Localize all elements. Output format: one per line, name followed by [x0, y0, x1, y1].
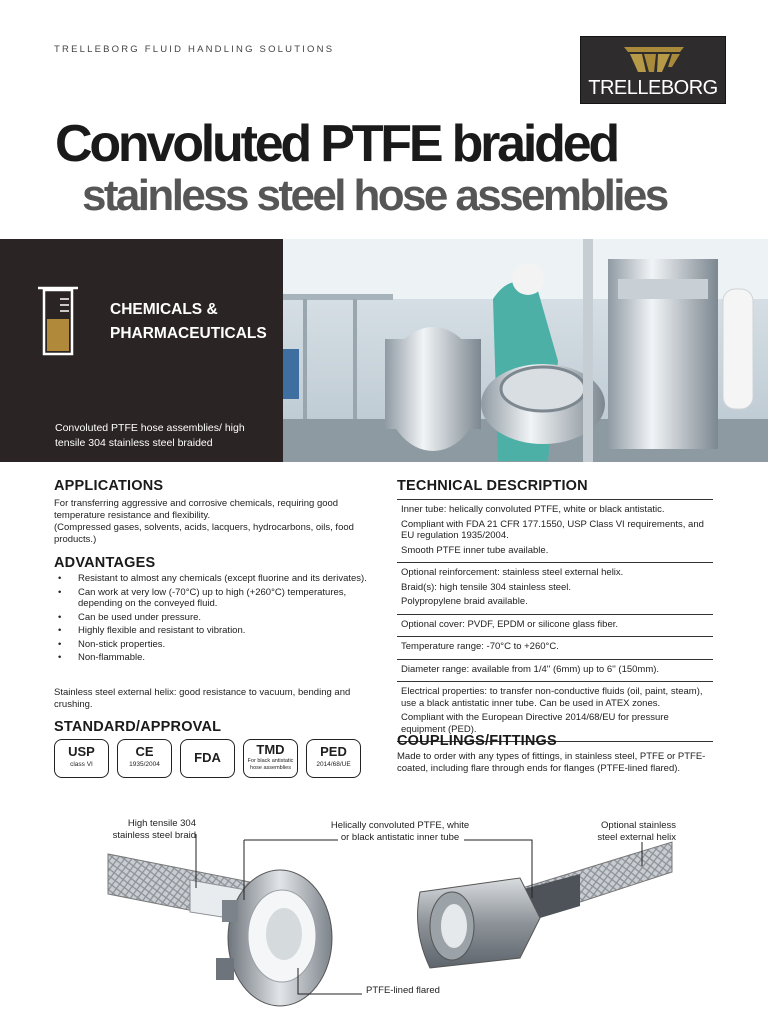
page-subtitle: stainless steel hose assemblies [82, 171, 667, 220]
tech-group-diameter: Diameter range: available from 1/4'' (6mm) up to 6'' (150mm). [397, 659, 713, 682]
helix-note: Stainless steel external helix: good resistance to vacuum, bending and crushing. [54, 687, 351, 710]
usp-badge: USP class VI [54, 739, 109, 778]
tech-group-inner-tube: Inner tube: helically convoluted PTFE, white or black antistatic. Compliant with FDA 21 CFR 177.1550, USP Class VI requirements, and EU regulation 1935/2004. Smooth PTFE inner tube available. [397, 499, 713, 562]
technical-table [397, 499, 713, 742]
applications-heading: APPLICATIONS [54, 478, 164, 494]
sector-title: CHEMICALS & PHARMACEUTICALS [110, 301, 267, 342]
advantages-heading: ADVANTAGES [54, 555, 156, 571]
ce-badge: CE 1935/2004 [117, 739, 172, 778]
hose-diagram [0, 808, 768, 1024]
couplings-text: Made to order with any types of fittings, in stainless steel, PTFE or PTFE-coated, including flare through ends for flanges (PTFE-lined flared). [397, 751, 706, 774]
applications-text: For transferring aggressive and corrosive chemicals, requiring good temperature resistance and flexibility. [54, 498, 339, 521]
logo-wordmark: TRELLEBORG [588, 77, 718, 99]
test-tube-icon [38, 285, 78, 357]
list-item: • Highly flexible and resistant to vibration. [54, 625, 374, 637]
trelleborg-emblem-icon [624, 45, 684, 75]
tech-group-cover: Optional cover: PVDF, EPDM or silicone glass fiber. [397, 614, 713, 637]
ped-badge: PED 2014/68/UE [306, 739, 361, 778]
pharma-lab-photo [283, 239, 768, 462]
list-item: • Can be used under pressure. [54, 612, 374, 624]
page-title: Convoluted PTFE braided [55, 115, 617, 173]
company-line: TRELLEBORG FLUID HANDLING SOLUTIONS [54, 44, 335, 55]
fda-badge: FDA [180, 739, 235, 778]
advantages-list [54, 573, 374, 666]
list-item: • Can work at very low (-70°C) up to high (+260°C) temperatures, depending on the conveyed fluid. [54, 587, 374, 610]
applications-examples: (Compressed gases, solvents, acids, lacquers, hydrocarbons, oils, food products.) [54, 522, 354, 545]
list-item: • Non-stick properties. [54, 639, 374, 651]
label-inner-tube: Helically convoluted PTFE, white or black antistatic inner tube [330, 820, 470, 843]
couplings-heading: COUPLINGS/FITTINGS [397, 733, 557, 749]
technical-heading: TECHNICAL DESCRIPTION [397, 478, 588, 494]
banner-caption: Convoluted PTFE hose assemblies/ high tensile 304 stainless steel braided [55, 422, 245, 449]
tech-group-reinforcement: Optional reinforcement: stainless steel external helix. Braid(s): high tensile 304 stainless steel. Polypropylene braid available. [397, 562, 713, 614]
label-braid: High tensile 304 stainless steel braid [112, 818, 196, 841]
tech-group-electrical: Electrical properties: to transfer non-conductive fluids (oil, paint, steam), use a black antistatic inner tube. Can be used in ATEX zones. Compliant with the European Directive 2014/68/EU for pressure equipment (PED). [397, 681, 713, 741]
label-helix: Optional stainless steel external helix [597, 820, 676, 843]
label-flared: PTFE-lined flared [366, 985, 440, 996]
tmd-badge: TMD For black antistatic hose assemblies [243, 739, 298, 778]
trelleborg-logo [580, 36, 726, 104]
tech-group-temperature: Temperature range: -70°C to +260°C. [397, 636, 713, 659]
list-item: • Resistant to almost any chemicals (except fluorine and its derivates). [54, 573, 374, 585]
standards-heading: STANDARD/APPROVAL [54, 719, 222, 735]
sector-banner [0, 239, 283, 462]
list-item: • Non-flammable. [54, 652, 374, 664]
